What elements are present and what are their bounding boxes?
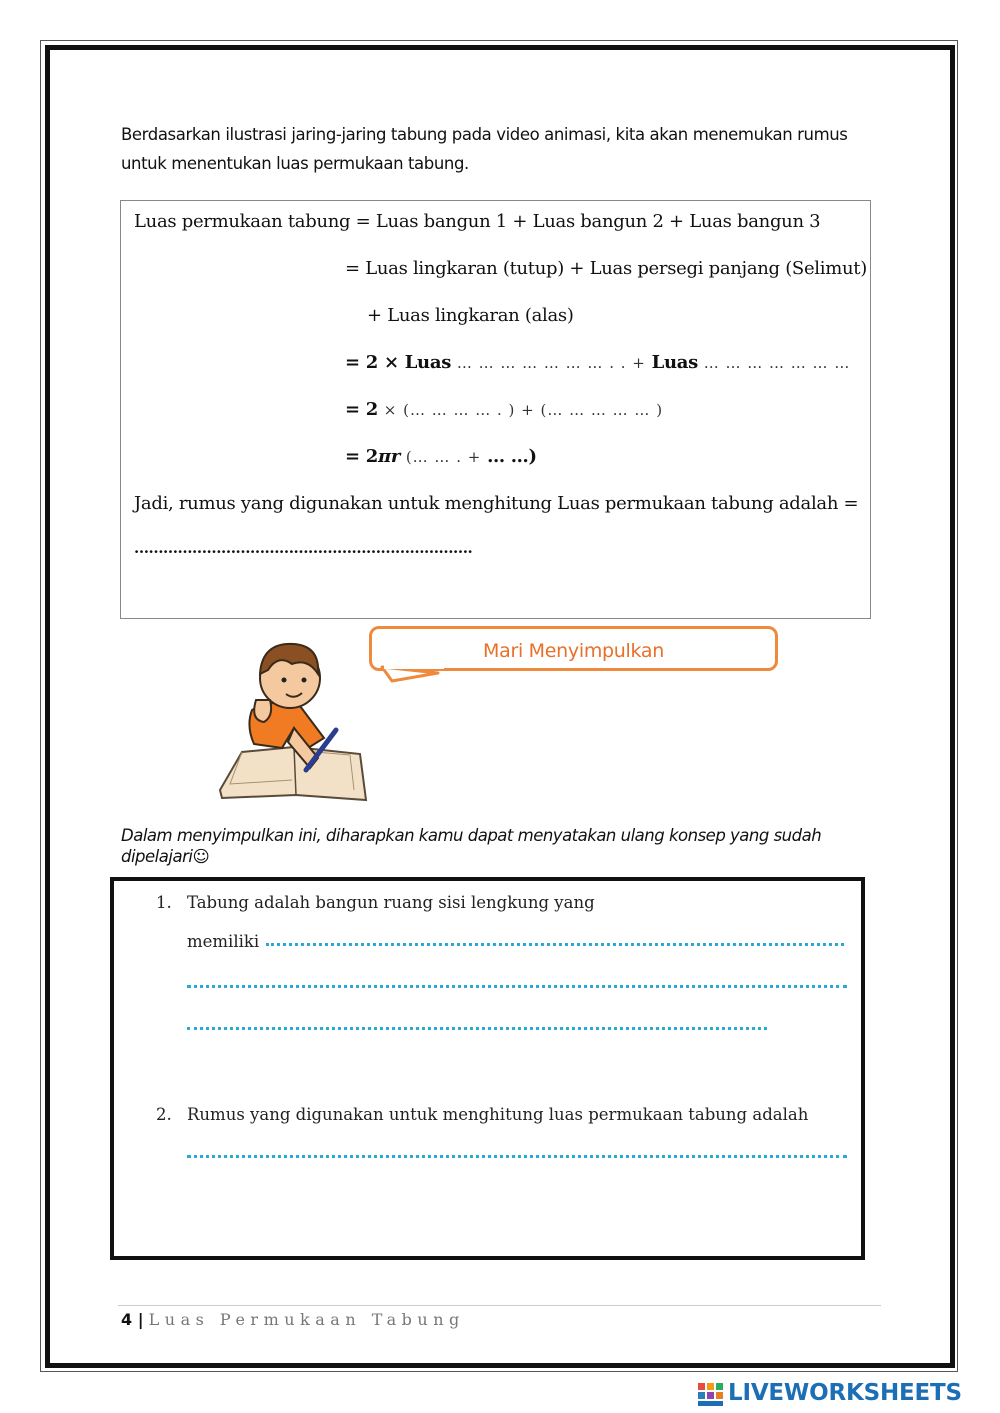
footer-rule [118, 1305, 881, 1306]
liveworksheets-logo-icon [698, 1383, 724, 1407]
question-2-answer-line[interactable] [187, 1155, 847, 1158]
formula-line-2: = Luas lingkaran (tutup) + Luas persegi panjang (Selimut) [345, 258, 867, 279]
question-1-answer-line-1[interactable] [266, 943, 844, 946]
formula-line-3: + Luas lingkaran (alas) [367, 305, 574, 326]
question-1-answer-line-3[interactable] [187, 1027, 767, 1030]
page-number: 4 | [121, 1310, 144, 1329]
question-2-number: 2. [156, 1105, 172, 1124]
formula-line-6-pi-r: πr [377, 446, 401, 467]
formula-line-4-eq: = 2 × [345, 352, 405, 373]
formula-line-1: Luas permukaan tabung = Luas bangun 1 + Luas bangun 2 + Luas bangun 3 [134, 211, 821, 232]
formula-line-4 [345, 352, 850, 373]
question-1-number: 1. [156, 893, 172, 912]
answer-box [110, 877, 865, 1260]
question-1-answer-line-2[interactable] [187, 985, 847, 988]
student-writing-illustration [212, 630, 372, 805]
formula-line-4-luas-2: Luas [651, 352, 698, 373]
formula-line-5-blanks[interactable]: × (… … … … . ) + (… … … … … ) [377, 401, 664, 419]
question-1-text: Tabung adalah bangun ruang sisi lengkung yang [187, 893, 595, 912]
formula-box [120, 200, 871, 619]
formula-line-4-blank-1[interactable]: … … … … … … … . . + [451, 354, 652, 372]
banner-tail [380, 665, 450, 685]
liveworksheets-logo [698, 1380, 998, 1408]
formula-line-4-luas-1: Luas [404, 352, 452, 373]
formula-line-5 [345, 399, 663, 420]
formula-line-4-blank-2[interactable]: … … … … … … … [697, 354, 851, 372]
formula-conclusion: Jadi, rumus yang digunakan untuk menghitung Luas permukaan tabung adalah = [134, 493, 859, 514]
formula-line-6-blank-1[interactable]: (… … . + [400, 448, 488, 466]
formula-line-6-eq: = 2 [345, 446, 378, 467]
intro-paragraph: Berdasarkan ilustrasi jaring-jaring tabung pada video animasi, kita akan menemukan rumus untuk menentukan luas permukaan tabung. [121, 125, 848, 173]
footer [121, 1310, 465, 1329]
formula-line-6-blank-2[interactable]: … …) [487, 446, 537, 467]
formula-line-6 [345, 446, 537, 467]
question-1-text-cont: memiliki [187, 932, 260, 951]
conclusion-instruction: Dalam menyimpulkan ini, diharapkan kamu dapat menyatakan ulang konsep yang sudah dipelajari☺ [121, 826, 822, 866]
formula-line-5-eq: = 2 [345, 399, 378, 420]
formula-answer-blank[interactable]: ……………………………………………………………. [134, 539, 473, 557]
logo-wordmark: LIVEWORKSHEETS [728, 1380, 962, 1406]
banner-label: Mari Menyimpulkan [483, 640, 664, 662]
footer-title: Luas Permukaan Tabung [148, 1310, 465, 1329]
question-2-text: Rumus yang digunakan untuk menghitung luas permukaan tabung adalah [187, 1105, 809, 1124]
